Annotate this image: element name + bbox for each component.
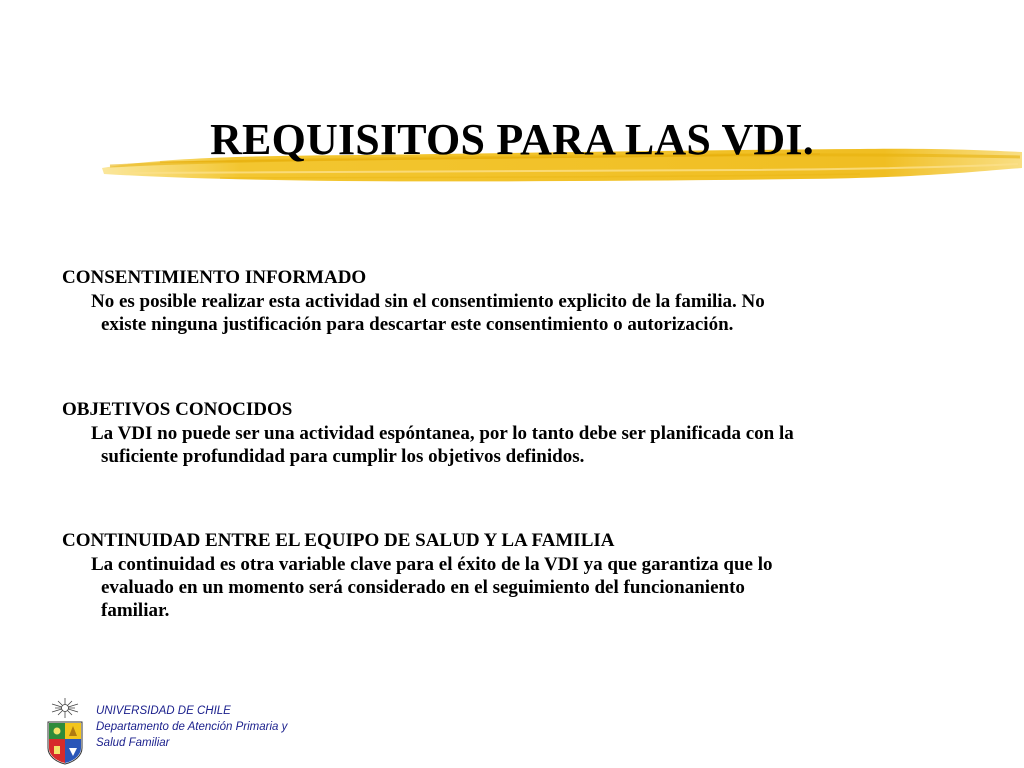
footer (42, 696, 362, 766)
department-line: Salud Familiar (96, 737, 170, 749)
paragraph-line: evaluado en un momento será considerado en el seguimiento del funcionaniento (101, 577, 745, 598)
section-consentimiento (62, 266, 962, 336)
footer-text (96, 703, 287, 751)
section-objetivos (62, 398, 962, 468)
institution-name: UNIVERSIDAD DE CHILE (96, 705, 231, 717)
slide-title: REQUISITOS PARA LAS VDI. (210, 115, 814, 164)
section-heading: OBJETIVOS CONOCIDOS (62, 399, 293, 420)
paragraph-line: familiar. (101, 600, 170, 621)
section-paragraph (62, 290, 962, 336)
paragraph-line: No es posible realizar esta actividad sin el consentimiento explicito de la familia. No (91, 291, 765, 312)
university-crest-icon (42, 696, 88, 766)
section-heading: CONSENTIMIENTO INFORMADO (62, 267, 367, 288)
section-heading: CONTINUIDAD ENTRE EL EQUIPO DE SALUD Y LA FAMILIA (62, 530, 615, 551)
paragraph-line: suficiente profundidad para cumplir los objetivos definidos. (101, 446, 585, 467)
section-continuidad (62, 529, 962, 622)
section-paragraph (62, 422, 962, 468)
section-paragraph (62, 553, 962, 622)
paragraph-line: existe ninguna justificación para descartar este consentimiento o autorización. (101, 314, 734, 335)
department-line: Departamento de Atención Primaria y (96, 721, 288, 733)
paragraph-line: La VDI no puede ser una actividad espóntanea, por lo tanto debe ser planificada con la (91, 423, 794, 444)
paragraph-line: La continuidad es otra variable clave para el éxito de la VDI ya que garantiza que lo (91, 554, 773, 575)
